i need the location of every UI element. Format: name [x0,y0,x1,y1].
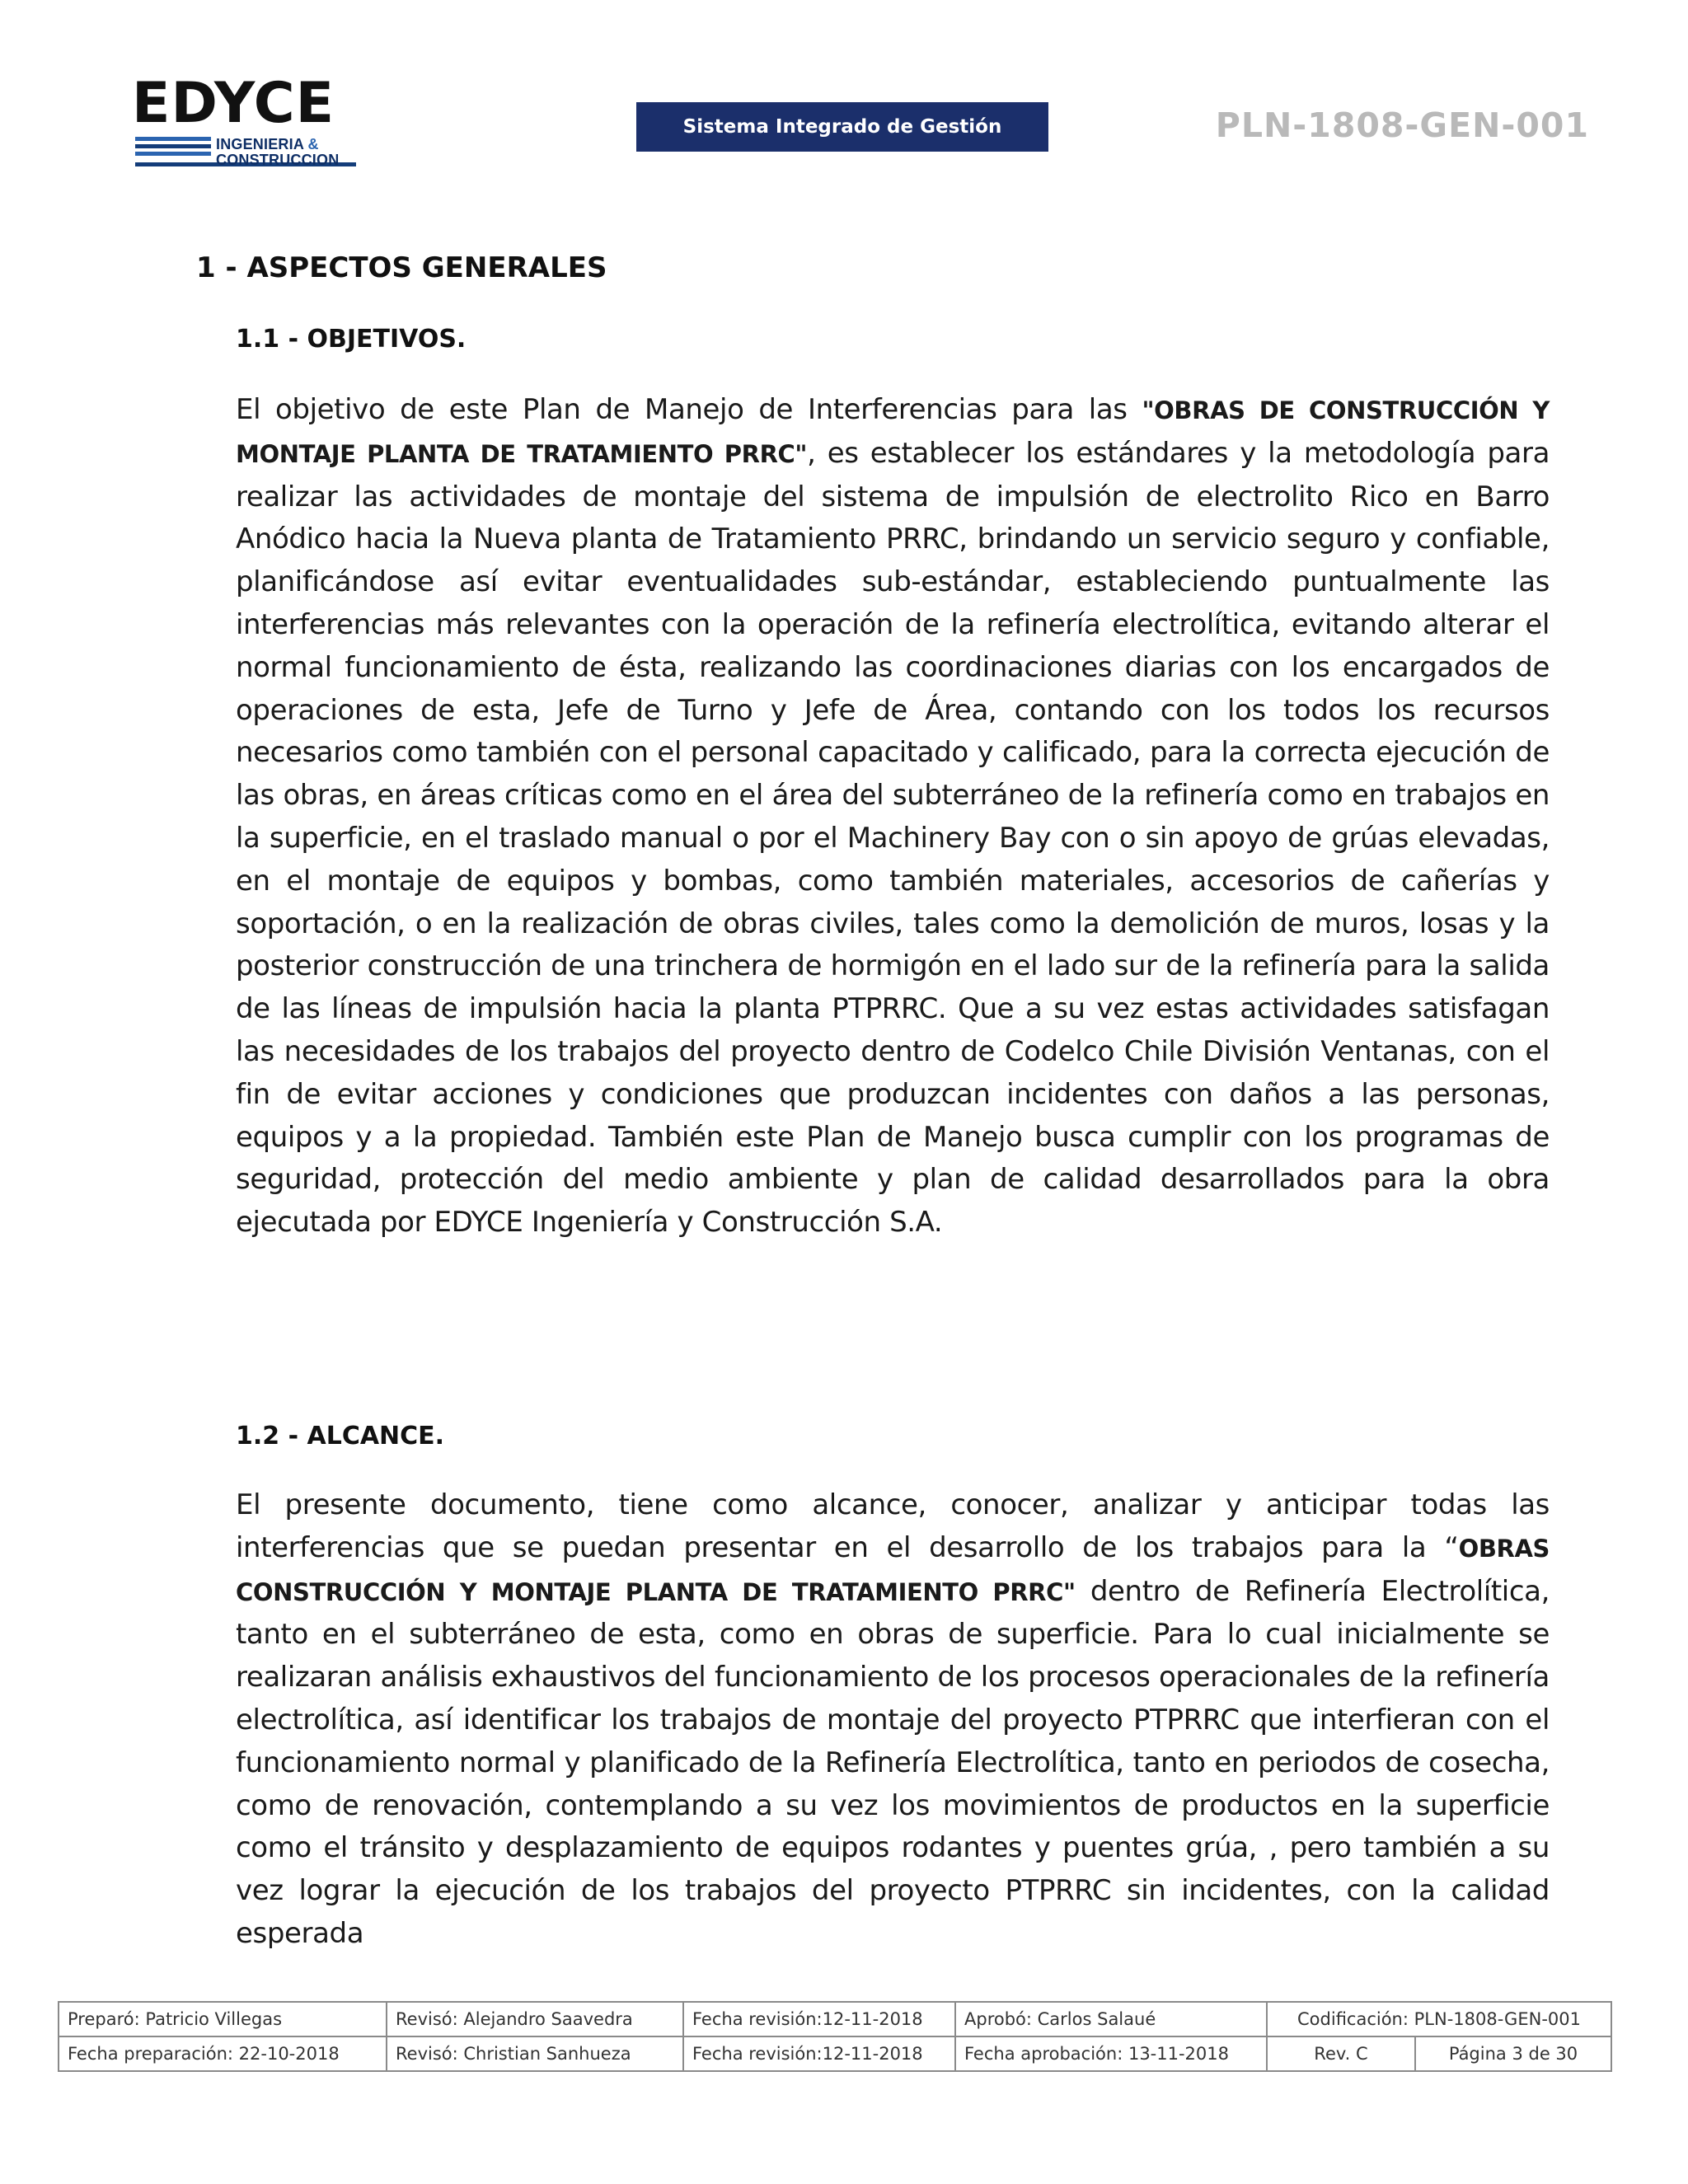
approval-footer-table [58,2001,1612,2072]
logo-amp: & [307,136,319,152]
objetivos-text-b: , es establecer los estándares y la metodología para realizar las actividades de montaje del sistema de impulsión de electrolito Rico en Barro Anódico hacia la Nueva planta de Tratamiento PRRC, brindando un servicio seguro y confiable, planificándose así evitar eventualidades sub-estándar, estableciendo puntualmente las interferencias más relevantes con la operación de la refinería electrolítica, evitando alterar el normal funcionamiento de ésta, realizando las coordinaciones diarias con los encargados de operaciones de esta, Jefe de Turno y Jefe de Área, contando con los todos los recursos necesarios como también con el personal capacitado y calificado, para la correcta ejecución de las obras, en áreas críticas como en el área del subterráneo de la refinería como en trabajos en la superficie, en el traslado manual o por el Machinery Bay con o sin apoyo de grúas elevadas, en el montaje de equipos y bombas, como también materiales, accesorios de cañerías y soportación, o en la realización de obras civiles, tales como la demolición de muros, losas y la posterior construcción de una trinchera de hormigón en el lado sur de la refinería para la salida de las líneas de impulsión hacia la planta PTPRRC. Que a su vez estas actividades satisfagan las necesidades de los trabajos del proyecto dentro de Codelco Chile División Ventanas, con el fin de evitar acciones y condiciones que produzcan incidentes con daños a las personas, equipos y a la propiedad. También este Plan de Manejo busca cumplir con los programas de seguridad, protección del medio ambiente y plan de calidad desarrollados para la obra ejecutada por EDYCE Ingeniería y Construcción S.A. [236,436,1550,1240]
footer-row [59,2036,1611,2071]
objetivos-heading: 1.1 - OBJETIVOS. [236,325,467,354]
section-title: 1 - ASPECTOS GENERALES [196,251,607,284]
prepared-by: Preparó: Patricio Villegas [59,2002,387,2036]
footer-row [59,2002,1611,2036]
logo-stripe [135,152,211,156]
approved-by: Aprobó: Carlos Salaué [955,2002,1267,2036]
objetivos-text-a: El objetivo de este Plan de Manejo de Interferencias para las [236,393,1142,426]
document-code: PLN-1808-GEN-001 [1215,105,1589,145]
objetivos-bold-text: "OBRAS DE CONSTRUCCIÓN Y MONTAJE PLANTA DE TRATAMIENTO PRRC" [236,396,1550,468]
page-number: Página 3 de 30 [1415,2036,1611,2071]
preparation-date: Fecha preparación: 22-10-2018 [59,2036,387,2071]
alcance-bold-text: OBRAS CONSTRUCCIÓN Y MONTAJE PLANTA DE TRATAMIENTO PRRC" [236,1534,1550,1606]
approval-date: Fecha aprobación: 13-11-2018 [955,2036,1267,2071]
logo-stripe [135,137,211,141]
logo-stripe [135,144,211,148]
reviewed-by-2: Revisó: Christian Sanhueza [387,2036,683,2071]
system-banner: Sistema Integrado de Gestión [636,102,1048,152]
revision-label: Rev. C [1267,2036,1415,2071]
revision-date-1: Fecha revisión:12-11-2018 [683,2002,955,2036]
edyce-logo [132,71,359,171]
logo-line1: INGENIERIA [216,136,304,152]
alcance-heading: 1.2 - ALCANCE. [236,1422,445,1451]
logo-subtitle [216,137,339,168]
revision-date-2: Fecha revisión:12-11-2018 [683,2036,955,2071]
document-codification: Codificación: PLN-1808-GEN-001 [1267,2002,1611,2036]
alcance-paragraph [236,1484,1550,1956]
alcance-text-a: El presente documento, tiene como alcance, conocer, analizar y anticipar todas las interferencias que se puedan presentar en el desarrollo de los trabajos para la “ [236,1488,1550,1564]
objetivos-paragraph [236,389,1550,1244]
reviewed-by-1: Revisó: Alejandro Saavedra [387,2002,683,2036]
logo-line2: CONSTRUCCION [216,152,340,168]
logo-wordmark: EDYCE [132,71,335,136]
alcance-text-b: dentro de Refinería Electrolítica, tanto en el subterráneo de esta, como en obras de superficie. Para lo cual inicialmente se realizaran análisis exhaustivos del funcionamiento de los procesos operacionales de la refinería electrolítica, así identificar los trabajos de montaje del proyecto PTPRRC que interfieran con el funcionamiento normal y planificado de la Refinería Electrolítica, tanto en periodos de cosecha, como de renovación, contemplando a su vez los movimientos de productos en la superficie como el tránsito y desplazamiento de equipos rodantes y puentes grúa, , pero también a su vez lograr la ejecución de los trabajos del proyecto PTPRRC sin incidentes, con la calidad esperada [236,1574,1550,1950]
